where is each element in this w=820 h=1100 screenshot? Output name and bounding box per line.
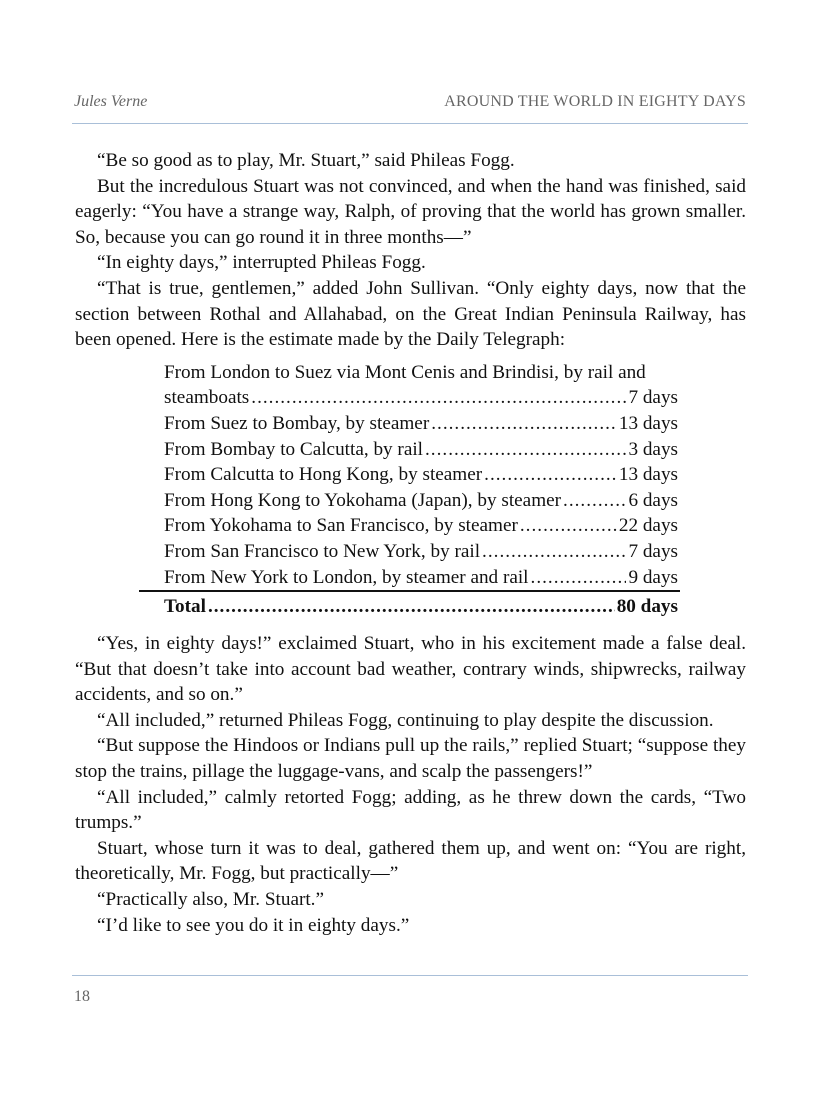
estimate-row-label: From Calcutta to Hong Kong, by steamer xyxy=(164,464,483,486)
dot-leader xyxy=(531,565,627,591)
estimate-row xyxy=(164,488,678,514)
paragraph: “But suppose the Hindoos or Indians pull up the rails,” replied Stuart; “suppose they stop the trains, pillage the luggage-vans, and scalp the passengers!” xyxy=(75,735,746,783)
estimate-row xyxy=(164,462,678,488)
estimate-total-label: Total xyxy=(164,596,206,618)
dot-leader xyxy=(425,437,626,463)
paragraph: “Be so good as to play, Mr. Stuart,” said Phileas Fogg. xyxy=(97,150,515,171)
estimate-row-value: 13 days xyxy=(618,412,678,434)
estimate-row-label: steamboats xyxy=(164,387,250,409)
paragraph: “Yes, in eighty days!” exclaimed Stuart, who in his excitement made a false deal. “But that doesn’t take into account bad weather, contrary winds, shipwrecks, railway accidents, and so on.” xyxy=(75,633,746,706)
page-body xyxy=(75,148,746,938)
estimate-row-value: 7 days xyxy=(628,540,678,562)
paragraph: “In eighty days,” interrupted Phileas Fogg. xyxy=(97,252,426,274)
estimate-row xyxy=(164,360,678,386)
estimate-total-value: 80 days xyxy=(616,596,678,618)
paragraph: “All included,” returned Phileas Fogg, continuing to play despite the discussion. xyxy=(97,709,714,731)
header-author: Jules Verne xyxy=(74,93,148,110)
dot-leader xyxy=(484,462,617,488)
estimate-row-value: 13 days xyxy=(618,464,678,486)
estimate-row-value: 22 days xyxy=(618,515,678,537)
estimate-row-value: 7 days xyxy=(628,387,678,409)
paragraph: “I’d like to see you do it in eighty days.” xyxy=(97,914,410,936)
estimate-row-value: 9 days xyxy=(628,566,678,588)
page-number: 18 xyxy=(74,988,90,1005)
estimate-row xyxy=(164,513,678,539)
travel-estimate-table xyxy=(75,360,746,621)
dot-leader xyxy=(431,411,617,437)
paragraph: Stuart, whose turn it was to deal, gathered them up, and went on: “You are right, theoretically, Mr. Fogg, but practically—” xyxy=(75,837,746,885)
estimate-row xyxy=(164,565,678,591)
dot-leader xyxy=(251,385,626,411)
estimate-row xyxy=(164,411,678,437)
paragraph: “Practically also, Mr. Stuart.” xyxy=(97,889,324,911)
estimate-row-label: From San Francisco to New York, by rail xyxy=(164,540,481,562)
estimate-row-value: 6 days xyxy=(628,489,678,511)
estimate-row xyxy=(164,539,678,565)
estimate-row-label: From Bombay to Calcutta, by rail xyxy=(164,438,423,460)
estimate-row-label: From Hong Kong to Yokohama (Japan), by steamer xyxy=(164,489,562,511)
footer-rule xyxy=(72,975,748,976)
estimate-row xyxy=(164,437,678,463)
paragraph: “All included,” calmly retorted Fogg; adding, as he threw down the cards, “Two trumps.” xyxy=(75,786,746,834)
estimate-row-value: 3 days xyxy=(628,438,678,460)
estimate-row-label: From London to Suez via Mont Cenis and Brindisi, by rail and xyxy=(164,361,646,383)
estimate-row xyxy=(164,385,678,411)
paragraph: But the incredulous Stuart was not convinced, and when the hand was finished, said eagerly: “You have a strange way, Ralph, of proving that the world has grown smaller. So, because you can go round it in three months—” xyxy=(75,175,746,248)
dot-leader xyxy=(520,513,617,539)
estimate-total-row xyxy=(164,593,678,621)
dot-leader xyxy=(208,593,615,621)
dot-leader xyxy=(563,488,626,514)
running-header xyxy=(74,93,746,117)
estimate-total-rule xyxy=(139,590,680,621)
dot-leader xyxy=(482,539,626,565)
header-rule xyxy=(72,123,748,124)
header-book-title: AROUND THE WORLD IN EIGHTY DAYS xyxy=(444,93,746,110)
estimate-row-label: From New York to London, by steamer and rail xyxy=(164,566,529,588)
estimate-row-label: From Suez to Bombay, by steamer xyxy=(164,412,430,434)
paragraph: “That is true, gentlemen,” added John Sullivan. “Only eighty days, now that the section between Rothal and Allahabad, on the Great Indian Peninsula Railway, has been opened. Here is the estimate made by the Daily Telegraph: xyxy=(75,277,746,351)
estimate-row-label: From Yokohama to San Francisco, by steamer xyxy=(164,515,518,537)
